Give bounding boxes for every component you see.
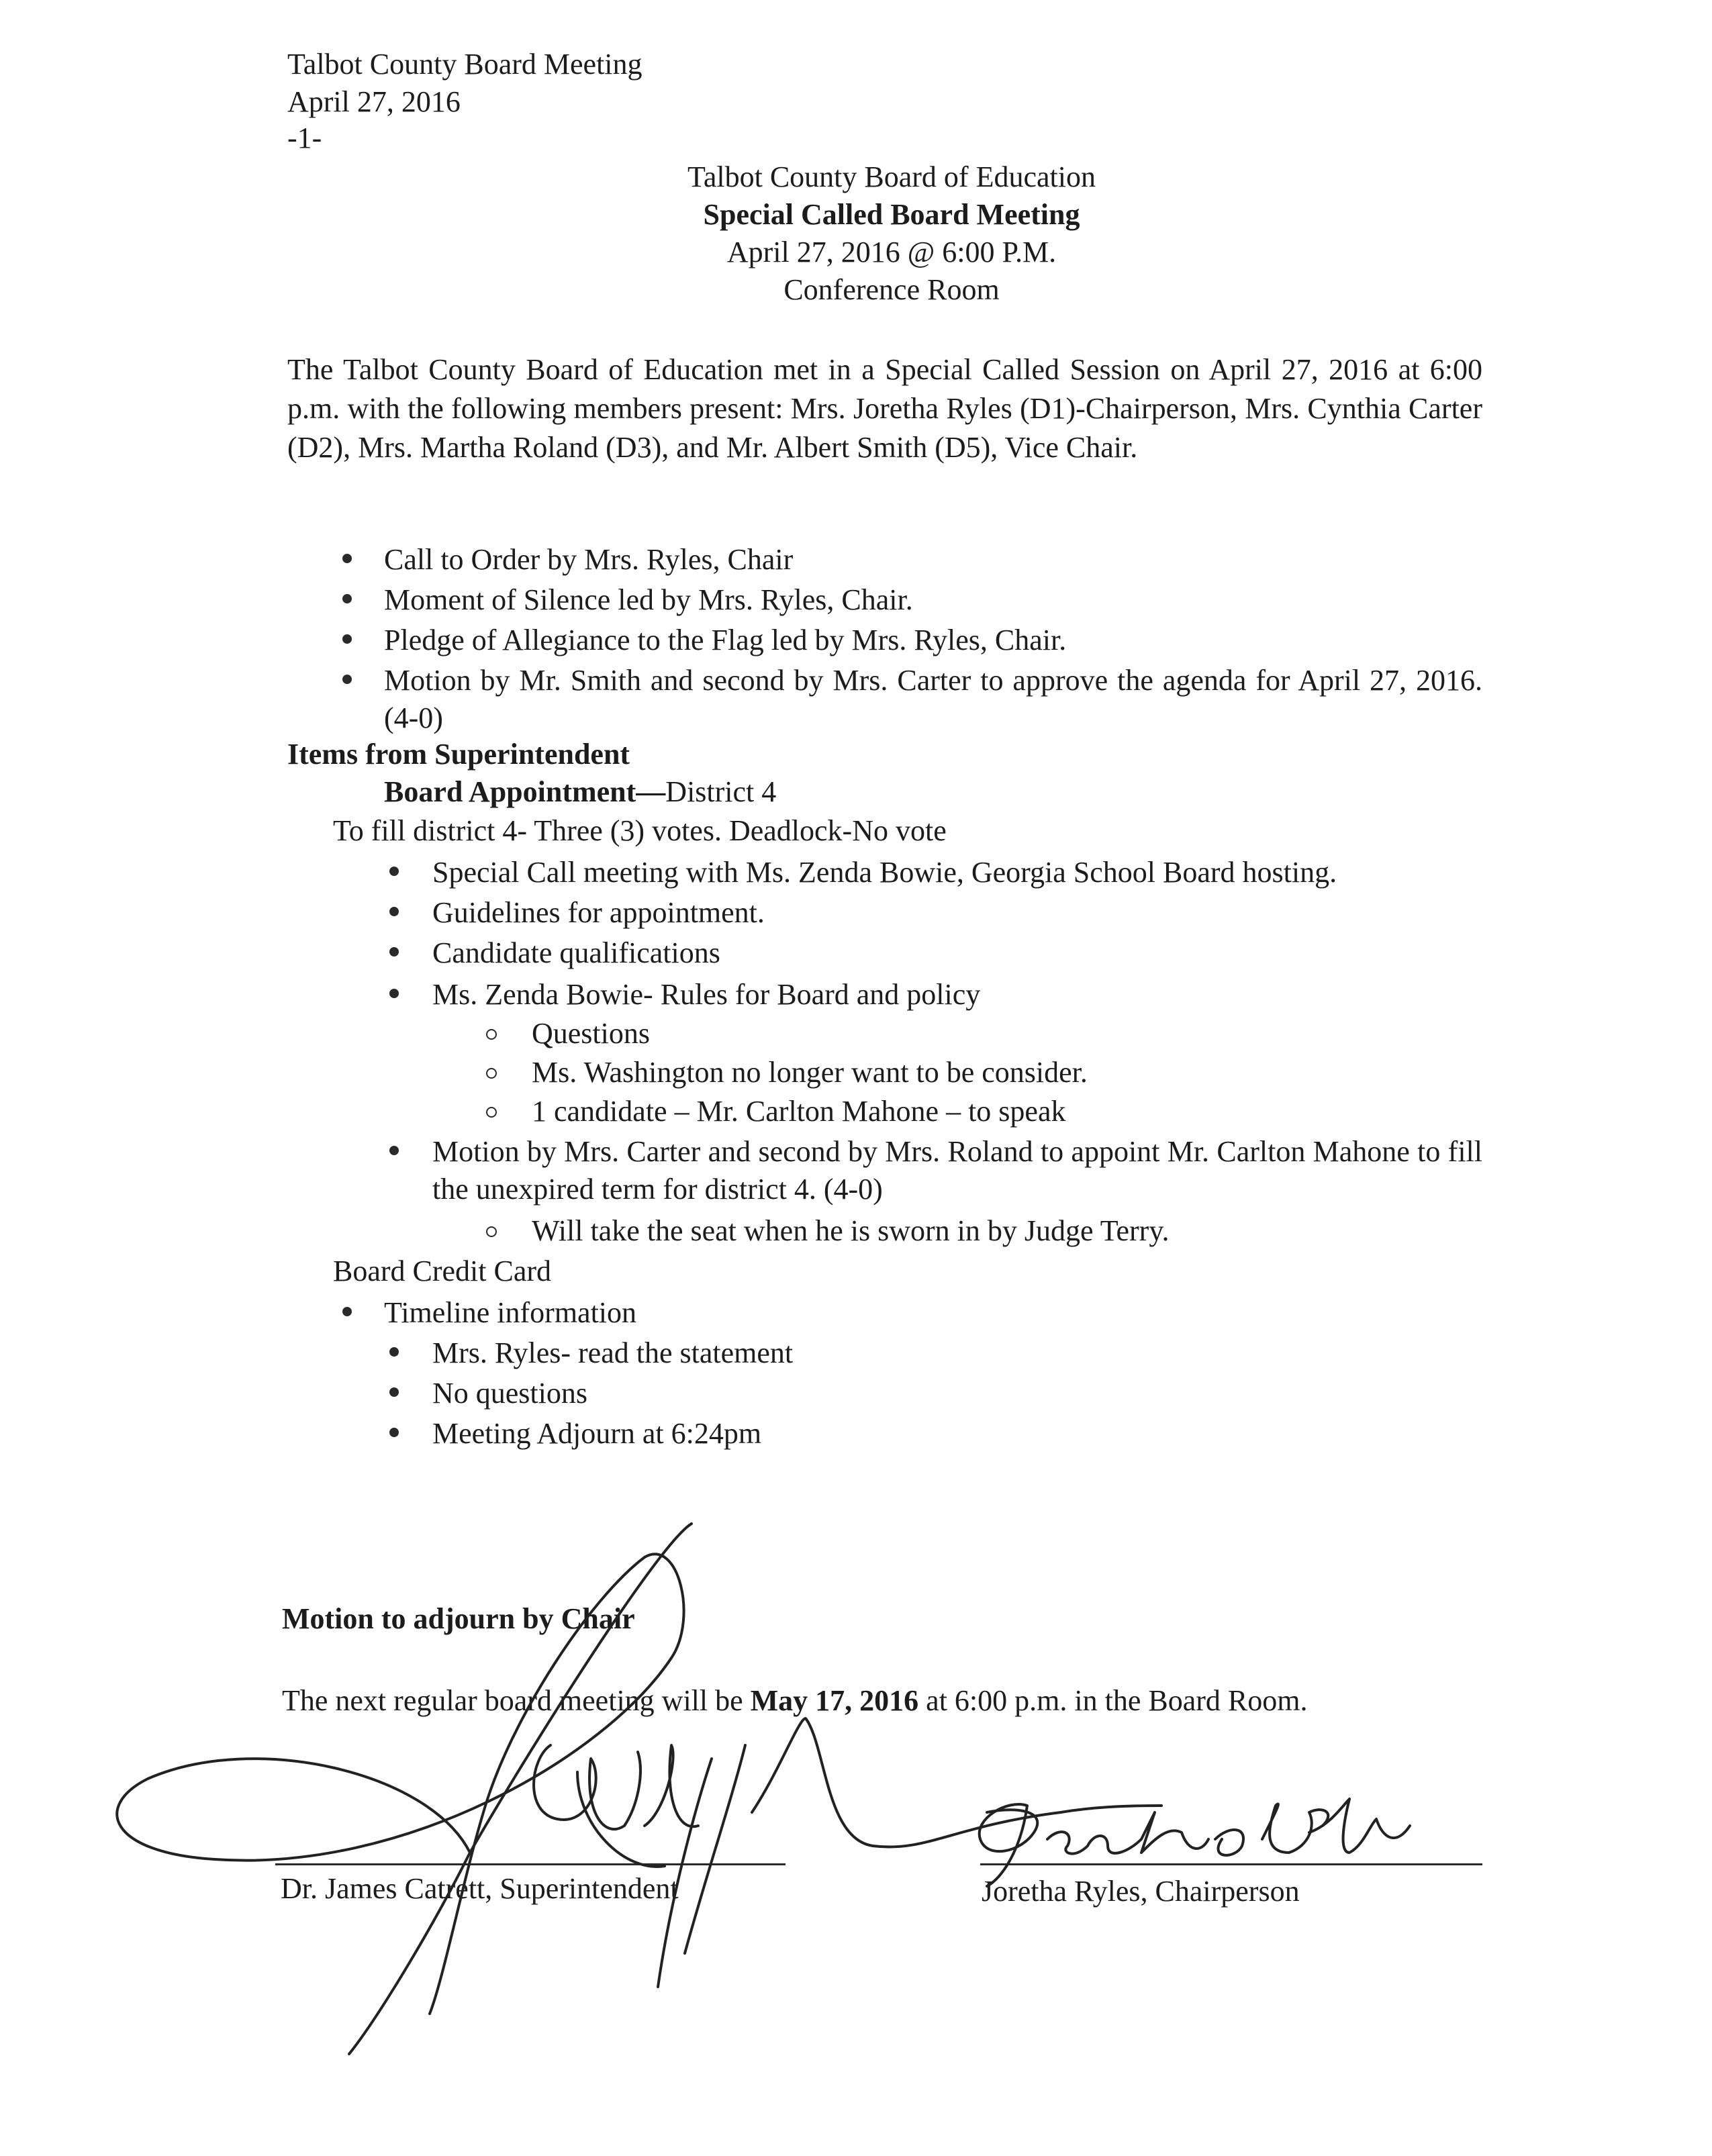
credit-card-item: Meeting Adjourn at 6:24pm (432, 1417, 762, 1450)
appointment-motion: Motion by Mrs. Carter and second by Mrs. Roland to appoint Mr. Carlton Mahone to fill the unexpired term for district 4. (4-0) (432, 1135, 1482, 1206)
appointment-item: Ms. Zenda Bowie- Rules for Board and policy (432, 978, 981, 1011)
intro-paragraph: The Talbot County Board of Education met in a Special Called Session on April 27, 2016 at 6:00 p.m. with the following members present: Mrs. Joretha Ryles (D1)-Chairperson, Mrs. Cynthia Carter (D2), Mrs. Martha Roland (D3), and Mr. Albert Smith (D5), Vice Chair. (287, 353, 1482, 464)
appointment-subitem: Ms. Washington no longer want to be consider. (532, 1056, 1088, 1089)
timeline-item: Timeline information (384, 1296, 637, 1329)
meeting-location: Conference Room (783, 273, 1000, 306)
header-title: Talbot County Board Meeting (287, 48, 643, 81)
section-heading: Items from Superintendent (287, 738, 630, 771)
motion-subitem: Will take the seat when he is sworn in by Judge Terry. (532, 1214, 1170, 1247)
chairperson-signature-stroke (1309, 1799, 1410, 1853)
org-name: Talbot County Board of Education (687, 160, 1096, 193)
appointment-subitem: Questions (532, 1017, 650, 1050)
credit-card-item: No questions (432, 1377, 587, 1410)
opening-item: Motion by Mr. Smith and second by Mrs. Carter to approve the agenda for April 27, 2016.(4-0) (384, 664, 1482, 734)
superintendent-signature-label: Dr. James Catrett, Superintendent (281, 1872, 679, 1905)
appointment-item: Guidelines for appointment. (432, 896, 765, 929)
chairperson-signature-label: Joretha Ryles, Chairperson (982, 1875, 1300, 1908)
chairperson-signature-stroke (1047, 1812, 1208, 1854)
superintendent-signature-stroke (117, 1554, 683, 1860)
superintendent-signature-stroke (349, 1524, 692, 2054)
appointment-item: Candidate qualifications (432, 936, 720, 969)
next-meeting-tail: at 6:00 p.m. in the Board Room. (918, 1684, 1308, 1717)
opening-item: Moment of Silence led by Mrs. Ryles, Chair. (384, 583, 913, 616)
credit-card-heading: Board Credit Card (333, 1255, 552, 1287)
meeting-title: Special Called Board Meeting (703, 198, 1080, 231)
credit-card-item: Mrs. Ryles- read the statement (432, 1336, 794, 1369)
next-meeting-lead: The next regular board meeting will be (282, 1684, 751, 1717)
meeting-datetime: April 27, 2016 @ 6:00 P.M. (726, 236, 1057, 268)
opening-item: Call to Order by Mrs. Ryles, Chair (384, 543, 794, 576)
appointment-district: District 4 (665, 775, 777, 808)
header-date: April 27, 2016 (287, 85, 461, 118)
superintendent-signature-stroke (645, 1745, 698, 1826)
appointment-item: Special Call meeting with Ms. Zenda Bowie, Georgia School Board hosting. (432, 856, 1337, 889)
fill-note: To fill district 4- Three (3) votes. Deadlock-No vote (333, 814, 947, 847)
adjourn-motion: Motion to adjourn by Chair (282, 1602, 635, 1635)
page-number: -1- (287, 121, 322, 154)
next-meeting-date: May 17, 2016 (750, 1684, 919, 1717)
chairperson-signature-stroke (1215, 1830, 1243, 1855)
superintendent-signature-stroke (752, 1718, 1161, 1847)
opening-item: Pledge of Allegiance to the Flag led by Mrs. Ryles, Chair. (384, 624, 1067, 656)
appointment-bold: Board Appointment— (384, 775, 666, 808)
appointment-subitem: 1 candidate – Mr. Carlton Mahone – to speak (532, 1095, 1066, 1128)
